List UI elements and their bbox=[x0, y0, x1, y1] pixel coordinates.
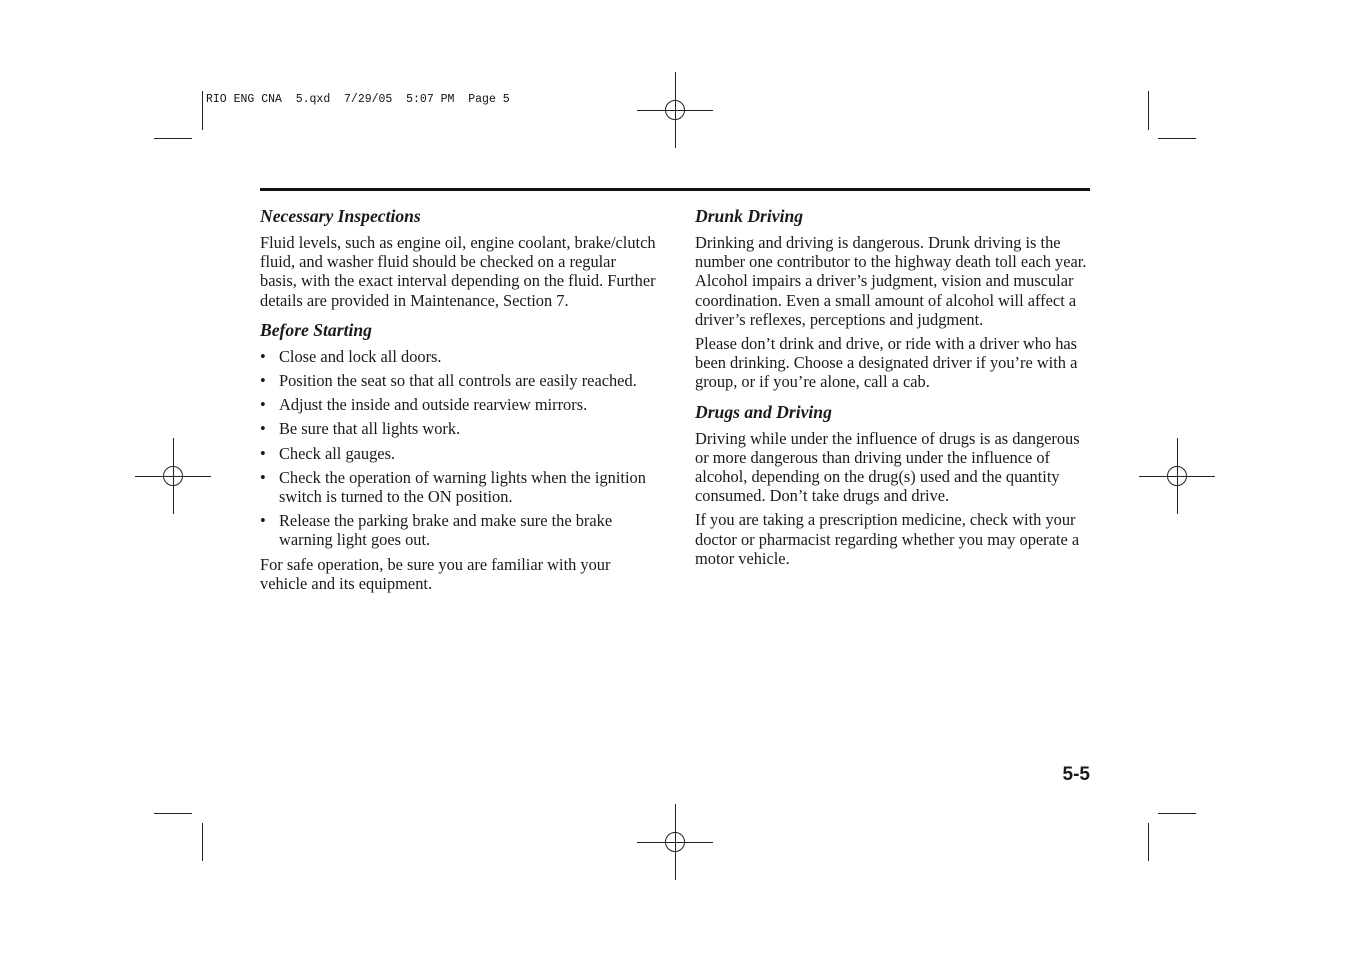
crop-mark bbox=[154, 813, 192, 814]
crop-mark bbox=[202, 823, 203, 861]
necessary-inspections-text: Fluid levels, such as engine oil, engine coolant, brake/clutch fluid, and washer fluid should be checked on a regular basis, with the exact interval depending on the fluid. Further details are provided in Maintenance, Section 7. bbox=[260, 233, 656, 310]
header-rule bbox=[260, 188, 1090, 191]
bullet: • bbox=[260, 443, 266, 463]
list-item: • Check the operation of warning lights when the ignition switch is turned to the ON position. bbox=[260, 467, 646, 507]
list-item: • Be sure that all lights work. bbox=[260, 419, 461, 439]
list-item: • Check all gauges. bbox=[260, 443, 396, 463]
section-heading-before-starting: Before Starting bbox=[260, 319, 372, 340]
list-item: • Adjust the inside and outside rearview mirrors. bbox=[260, 395, 588, 415]
left-column bbox=[260, 205, 656, 598]
section-heading-necessary-inspections: Necessary Inspections bbox=[260, 206, 421, 226]
bullet: • bbox=[260, 346, 266, 366]
page-number: 5-5 bbox=[1062, 764, 1090, 785]
section-heading-drunk-driving: Drunk Driving bbox=[695, 206, 804, 226]
crop-mark bbox=[1158, 813, 1196, 814]
print-slug: RIO ENG CNA 5.qxd 7/29/05 5:07 PM Page 5 bbox=[206, 93, 510, 106]
bullet: • bbox=[260, 395, 266, 415]
crop-mark bbox=[202, 91, 203, 130]
drugs-driving-text-2: If you are taking a prescription medicine, check with your doctor or pharmacist regarding whether you may operate a motor vehicle. bbox=[695, 510, 1080, 568]
crop-mark bbox=[1148, 823, 1149, 861]
registration-mark-right bbox=[1139, 438, 1215, 514]
crop-mark bbox=[154, 138, 192, 139]
bullet: • bbox=[260, 511, 266, 531]
crop-mark bbox=[1148, 91, 1149, 130]
right-column bbox=[695, 205, 1091, 573]
bullet: • bbox=[260, 371, 266, 391]
crop-mark bbox=[1158, 138, 1196, 139]
drunk-driving-text-1: Drinking and driving is dangerous. Drunk driving is the number one contributor to the highway death toll each year. Alcohol impairs a driver’s judgment, vision and muscular coordination. Even a small amount of alcohol will affect a driver’s reflexes, perceptions and judgment. bbox=[695, 233, 1087, 329]
registration-mark-bottom bbox=[637, 804, 713, 880]
safe-operation-text: For safe operation, be sure you are familiar with your vehicle and its equipment. bbox=[260, 554, 611, 593]
drugs-driving-text-1: Driving while under the influence of drugs is as dangerous or more dangerous than driving under the influence of alcohol, depending on the drug(s) used and the quantity consumed. Don’t take drugs and drive. bbox=[695, 428, 1080, 506]
list-item: • Close and lock all doors. bbox=[260, 346, 442, 366]
list-item: • Position the seat so that all controls are easily reached. bbox=[260, 371, 637, 391]
list-item: • Release the parking brake and make sure the brake warning light goes out. bbox=[260, 511, 613, 550]
bullet: • bbox=[260, 419, 266, 439]
bullet: • bbox=[260, 467, 266, 487]
before-starting-list bbox=[260, 347, 656, 550]
section-heading-drugs-and-driving: Drugs and Driving bbox=[695, 401, 832, 422]
registration-mark-left bbox=[135, 438, 211, 514]
registration-mark-top bbox=[637, 72, 713, 148]
drunk-driving-text-2: Please don’t drink and drive, or ride with a driver who has been drinking. Choose a designated driver if you’re with a group, or if you’re alone, call a cab. bbox=[695, 334, 1078, 392]
